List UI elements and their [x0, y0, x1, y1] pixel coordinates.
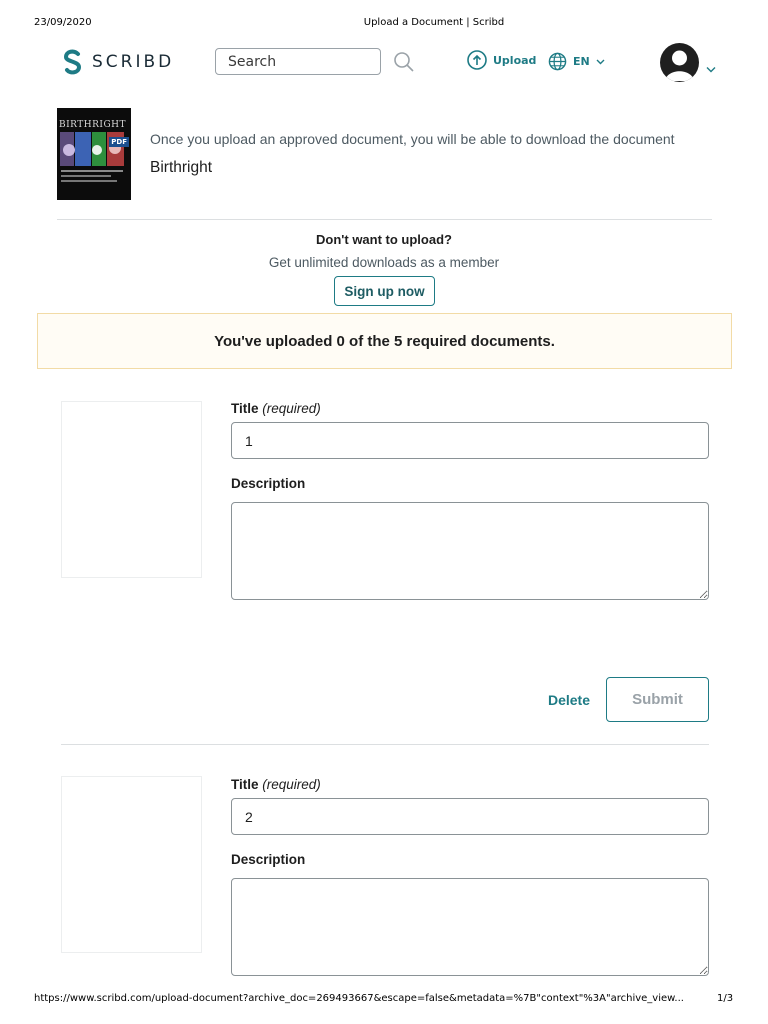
submit-button[interactable]: Submit — [606, 677, 709, 722]
upload-link[interactable] — [467, 50, 536, 70]
delete-button[interactable]: Delete — [540, 684, 598, 716]
upload-label: Upload — [493, 53, 537, 67]
avatar[interactable] — [660, 43, 699, 82]
print-date: 23/09/2020 — [34, 17, 92, 28]
scribd-logo-icon — [62, 49, 84, 75]
upload-progress-text: You've uploaded 0 of the 5 required documents. — [214, 332, 555, 350]
chevron-down-icon — [596, 59, 605, 65]
sign-up-button[interactable]: Sign up now — [334, 276, 435, 306]
upload-preview — [61, 401, 202, 578]
print-page-number: 1/3 — [717, 993, 734, 1004]
promo-subtext: Get unlimited downloads as a member — [268, 255, 500, 270]
description-label: Description — [231, 852, 306, 867]
user-icon — [660, 43, 699, 82]
chevron-down-icon — [706, 66, 716, 73]
description-label: Description — [231, 476, 306, 491]
search-box[interactable] — [215, 48, 381, 75]
title-input[interactable] — [231, 798, 709, 835]
search-input[interactable] — [216, 49, 378, 74]
title-label: Title (required) — [231, 401, 321, 416]
print-url: https://www.scribd.com/upload-document?archive_doc=269493667&escape=false&metadata=%7B"context"%3A"archive_view... — [34, 993, 684, 1004]
download-note: Once you upload an approved document, you will be able to download the document — [150, 131, 675, 147]
description-input[interactable] — [231, 878, 709, 976]
document-title: Birthright — [150, 159, 213, 176]
search-icon[interactable] — [393, 51, 415, 77]
description-input[interactable] — [231, 502, 709, 600]
thumbnail-title: BIRTHRIGHT — [59, 120, 127, 130]
print-page-title: Upload a Document | Scribd — [363, 17, 505, 28]
globe-icon — [548, 52, 567, 71]
title-input[interactable] — [231, 422, 709, 459]
language-label: EN — [573, 55, 590, 68]
language-selector[interactable] — [548, 52, 605, 71]
document-thumbnail — [57, 108, 131, 200]
upload-preview — [61, 776, 202, 953]
account-menu-chevron[interactable] — [706, 58, 716, 77]
promo-heading: Don't want to upload? — [316, 232, 452, 247]
brand-name: SCRIBD — [92, 52, 175, 72]
upload-icon — [467, 50, 487, 70]
pdf-badge: PDF — [111, 138, 127, 146]
divider — [57, 219, 712, 220]
title-label: Title (required) — [231, 777, 321, 792]
upload-progress-banner — [37, 313, 732, 369]
scribd-logo[interactable] — [62, 49, 174, 75]
divider — [61, 744, 709, 745]
